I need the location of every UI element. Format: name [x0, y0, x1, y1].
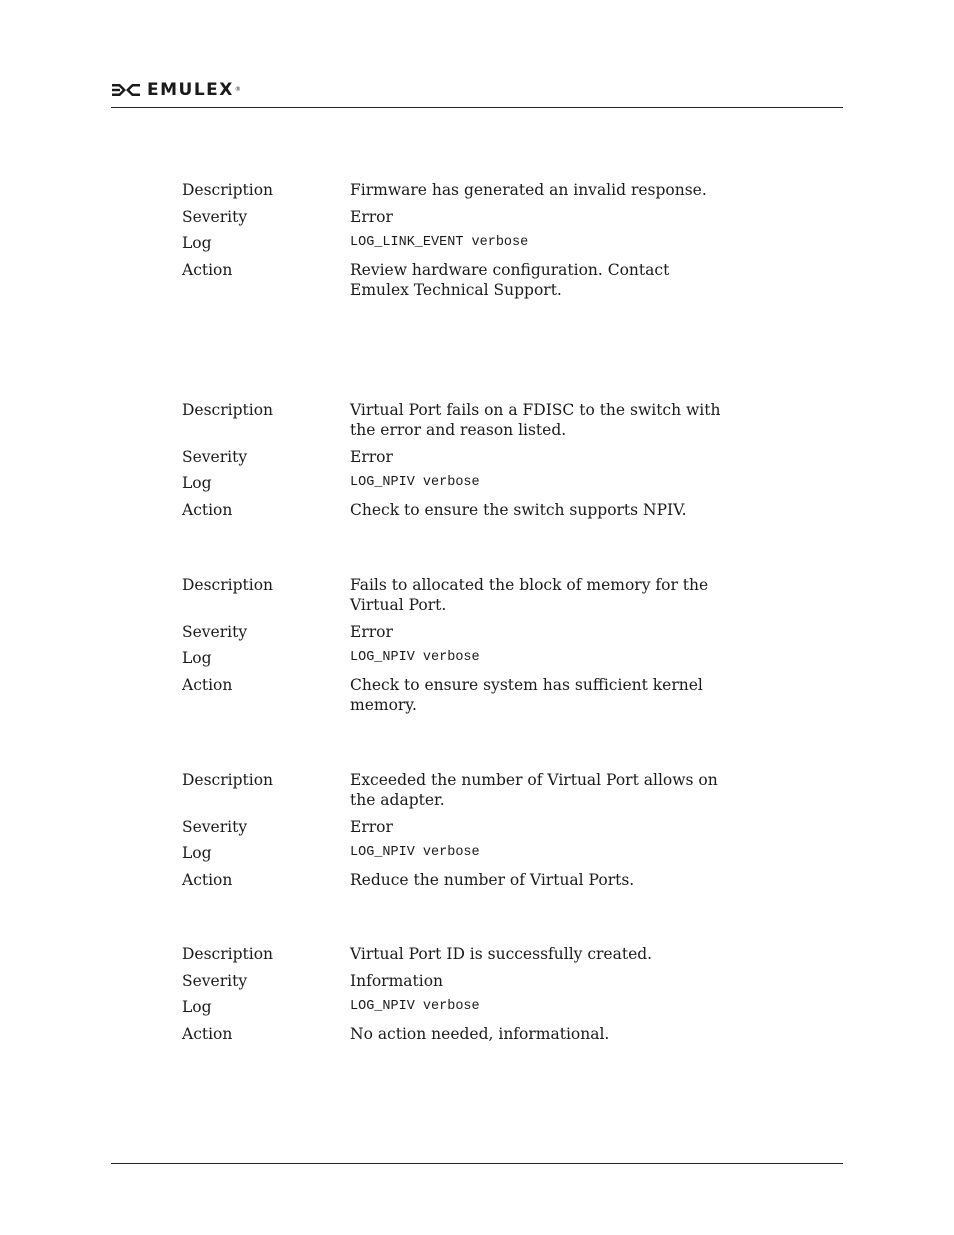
- message-entry: [182, 575, 742, 721]
- log-label: Log: [182, 844, 212, 862]
- description-row: [182, 944, 742, 964]
- action-label: Action: [182, 675, 233, 694]
- severity-value: Error: [350, 447, 393, 466]
- severity-row: [182, 622, 742, 642]
- description-label: Description: [182, 401, 274, 419]
- description-label: Description: [182, 181, 274, 199]
- action-row: [182, 870, 742, 890]
- description-label: Description: [182, 771, 274, 789]
- log-label: Log: [182, 234, 212, 252]
- action-label: Action: [182, 870, 233, 889]
- message-entry: [182, 770, 742, 896]
- log-row: [182, 473, 742, 493]
- description-label: Description: [182, 576, 274, 594]
- logo-trademark: ®: [234, 86, 241, 93]
- log-row: [182, 997, 742, 1017]
- action-value: Review hardware configuration. Contact Emulex Technical Support.: [350, 260, 670, 299]
- action-label: Action: [182, 500, 233, 519]
- action-value: Reduce the number of Virtual Ports.: [350, 870, 635, 889]
- logo-text: EMULEX: [147, 80, 234, 100]
- action-value: Check to ensure the switch supports NPIV.: [350, 500, 687, 519]
- severity-row: [182, 207, 742, 227]
- log-value: LOG_LINK_EVENT verbose: [350, 235, 529, 250]
- message-entry: [182, 400, 742, 526]
- log-value: LOG_NPIV verbose: [350, 475, 480, 490]
- description-value: Fails to allocated the block of memory for the Virtual Port.: [350, 576, 709, 614]
- severity-row: [182, 447, 742, 467]
- action-row: [182, 260, 742, 300]
- description-label: Description: [182, 945, 274, 963]
- log-label: Log: [182, 998, 212, 1016]
- log-value: LOG_NPIV verbose: [350, 650, 480, 665]
- log-value: LOG_NPIV verbose: [350, 845, 480, 860]
- header-rule: [111, 107, 843, 108]
- severity-value: Error: [350, 622, 393, 641]
- action-label: Action: [182, 1024, 233, 1043]
- action-row: [182, 1024, 742, 1044]
- action-row: [182, 500, 742, 520]
- log-row: [182, 648, 742, 668]
- log-value: LOG_NPIV verbose: [350, 999, 480, 1014]
- description-value: Firmware has generated an invalid response.: [350, 181, 707, 199]
- severity-label: Severity: [182, 817, 248, 836]
- description-row: [182, 180, 742, 200]
- action-row: [182, 675, 742, 715]
- log-row: [182, 843, 742, 863]
- description-value: Exceeded the number of Virtual Port allows on the adapter.: [350, 771, 718, 809]
- emulex-logo: [111, 80, 241, 100]
- action-value: No action needed, informational.: [350, 1024, 610, 1043]
- description-row: [182, 575, 742, 615]
- description-value: Virtual Port fails on a FDISC to the switch with the error and reason listed.: [350, 401, 721, 439]
- severity-label: Severity: [182, 971, 248, 990]
- description-row: [182, 400, 742, 440]
- severity-row: [182, 817, 742, 837]
- severity-row: [182, 971, 742, 991]
- emulex-logo-icon: [111, 82, 141, 98]
- log-label: Log: [182, 649, 212, 667]
- action-label: Action: [182, 260, 233, 279]
- message-entry: [182, 944, 742, 1050]
- log-row: [182, 233, 742, 253]
- action-value: Check to ensure system has sufficient kernel memory.: [350, 675, 703, 714]
- log-label: Log: [182, 474, 212, 492]
- footer-rule: [111, 1163, 843, 1164]
- severity-label: Severity: [182, 207, 248, 226]
- severity-label: Severity: [182, 447, 248, 466]
- severity-value: Error: [350, 817, 393, 836]
- description-row: [182, 770, 742, 810]
- severity-value: Error: [350, 207, 393, 226]
- severity-label: Severity: [182, 622, 248, 641]
- message-entry: [182, 180, 742, 306]
- description-value: Virtual Port ID is successfully created.: [350, 945, 653, 963]
- severity-value: Information: [350, 971, 444, 990]
